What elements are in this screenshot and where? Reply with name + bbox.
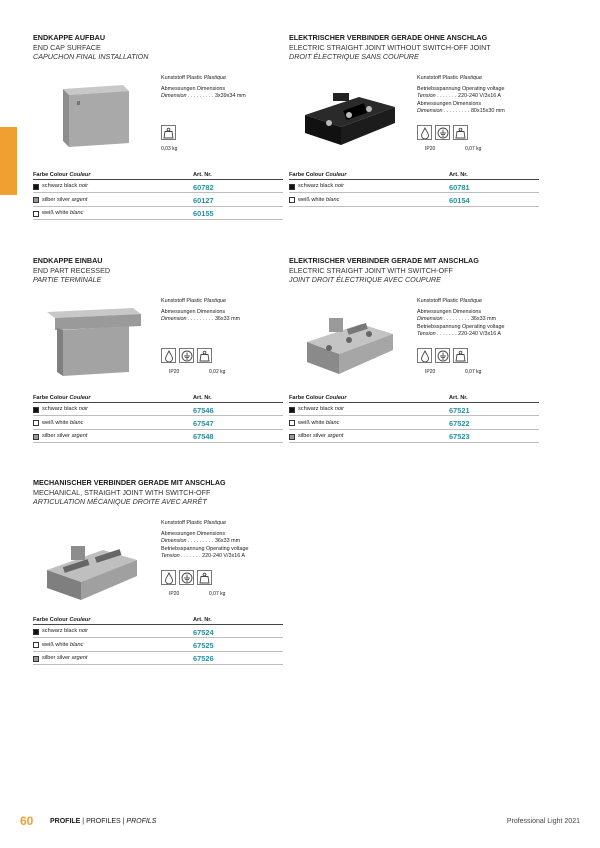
product-subtitle-en: END PART RECESSED (33, 265, 111, 275)
article-number: 67522 (449, 418, 470, 428)
article-number: 67521 (449, 405, 470, 415)
page-footer (20, 814, 580, 830)
product-title: ENDKAPPE EINBAU (33, 256, 103, 265)
product-block (33, 256, 283, 481)
table-row (33, 193, 283, 206)
color-swatch (33, 197, 39, 203)
voltage-value: 220-240 V/3x16 A (458, 93, 502, 100)
color-name (298, 197, 339, 203)
color-name-de: schwarz (42, 406, 63, 413)
color-name-en: silver (56, 432, 70, 439)
color-name-en: silver (56, 196, 70, 203)
dimension-label-line (161, 309, 285, 317)
color-name (42, 655, 87, 661)
voltage-value: 220-240 V/3x16 A (458, 331, 502, 338)
table-row (289, 180, 539, 193)
voltage-label-line (417, 324, 541, 332)
earth-icon (179, 570, 194, 585)
color-name-de: schwarz (298, 183, 319, 190)
color-header-en: Colour (305, 172, 324, 178)
product-subtitle-fr: PARTIE TERMINALE (33, 275, 102, 285)
ip-rating: IP20 (169, 369, 180, 375)
voltage-value-line: Tension . . . . . . . 220-240 V/3x16 A (417, 93, 502, 100)
color-swatch (33, 184, 39, 190)
product-subtitle-fr: JOINT DROIT ÉLECTRIQUE AVEC COUPURE (289, 275, 441, 285)
color-header-fr: Couleur (69, 172, 91, 178)
earth-icon (435, 348, 450, 363)
dimension-value-line: Dimension . . . . . . . . . 3x39x34 mm (161, 93, 246, 100)
color-header-de: Farbe (33, 395, 49, 401)
chapter-tab (0, 127, 17, 195)
table-row (33, 180, 283, 193)
color-name (298, 420, 339, 426)
dimension-value-line: Dimension . . . . . . . . . 36x33 mm (417, 316, 497, 323)
weight-icon (453, 348, 468, 363)
color-name-de: weiß (298, 419, 310, 426)
art-number-header: Art. Nr. (193, 172, 212, 178)
product-block (289, 33, 539, 258)
color-name-fr: noir (334, 406, 345, 413)
color-header (33, 172, 91, 178)
color-name (42, 628, 88, 634)
color-name (42, 642, 83, 648)
footer-section-en: PROFILES (86, 818, 121, 825)
color-name-en: white (55, 419, 69, 426)
dimension-label-de: Abmessungen (417, 308, 452, 315)
article-number: 67523 (449, 432, 470, 442)
color-name-en: black (64, 183, 78, 190)
ip-drop-icon (417, 125, 432, 140)
product-subtitle-fr: ARTICULATION MÉCANIQUE DROITE AVEC ARRÊT (33, 497, 207, 507)
straight-joint-grey-image (289, 298, 409, 382)
voltage-value-label: Tension (417, 331, 436, 338)
dimension-value: 36x33 mm (214, 316, 241, 323)
material-fr: Plastique (459, 298, 482, 304)
dimension-label-en: Dimensions (196, 85, 226, 92)
color-name (298, 433, 343, 439)
color-table (33, 616, 283, 665)
product-subtitle-fr: DROIT ÉLECTRIQUE SANS COUPURE (289, 52, 419, 62)
dimension-value-line: Dimension . . . . . . . . . 36x33 mm (161, 316, 241, 323)
color-table (33, 171, 283, 220)
article-number: 60782 (193, 182, 214, 192)
article-number: 67547 (193, 418, 214, 428)
dimension-label-en: Dimensions (452, 100, 482, 107)
color-name-fr: argent (71, 432, 88, 439)
voltage-label-en: Operating voltage (461, 323, 505, 330)
product-block (33, 478, 283, 703)
color-name-de: weiß (298, 196, 310, 203)
color-table-header (33, 394, 283, 403)
color-name (298, 183, 344, 189)
table-row (33, 638, 283, 651)
material-en: Plastic (186, 520, 203, 526)
color-swatch (33, 434, 39, 440)
dimension-label-en: Dimensions (452, 308, 482, 315)
earth-icon (435, 125, 450, 140)
table-row (33, 403, 283, 416)
article-number: 60781 (449, 182, 470, 192)
earth-icon (179, 348, 194, 363)
ip-drop-icon (161, 570, 176, 585)
material-line (161, 75, 285, 83)
product-title: MECHANISCHER VERBINDER GERADE MIT ANSCHLAG (33, 478, 226, 487)
color-name-fr: argent (71, 196, 88, 203)
color-name-fr: noir (78, 183, 89, 190)
weight-value: 0,07 kg (465, 146, 482, 152)
dimension-label-de: Abmessungen (161, 530, 196, 537)
article-number: 67526 (193, 654, 214, 664)
color-name-fr: argent (71, 654, 88, 661)
color-swatch (289, 420, 295, 426)
color-name-fr: blanc (326, 419, 340, 426)
voltage-label-line (417, 86, 541, 94)
table-row (33, 207, 283, 220)
weight-value: 0,02 kg (209, 369, 226, 375)
voltage-value-line: Tension . . . . . . . 220-240 V/3x16 A (161, 553, 246, 560)
color-table-header (33, 171, 283, 180)
color-header (33, 617, 91, 623)
color-name (42, 433, 87, 439)
dimension-value: 36x33 mm (214, 538, 241, 545)
color-header-de: Farbe (289, 172, 305, 178)
color-swatch (33, 629, 39, 635)
art-number-header: Art. Nr. (449, 172, 468, 178)
table-row (33, 416, 283, 429)
color-swatch (289, 197, 295, 203)
voltage-label-line (161, 546, 285, 554)
voltage-label-de: Betriebsspannung (161, 545, 205, 552)
ip-rating: IP20 (425, 146, 436, 152)
color-header-fr: Couleur (69, 617, 91, 623)
weight-icon (161, 125, 176, 140)
article-number: 67525 (193, 640, 214, 650)
material-fr: Plastique (459, 75, 482, 81)
color-header (289, 395, 347, 401)
color-name-fr: noir (78, 406, 89, 413)
material-en: Plastic (442, 298, 459, 304)
color-name-fr: argent (327, 432, 344, 439)
mechanical-joint-grey-image (33, 520, 153, 604)
footer-section-de: PROFILE (50, 818, 81, 825)
material-line (161, 520, 285, 528)
color-table-header (33, 616, 283, 625)
table-row (289, 430, 539, 443)
spec-block (417, 298, 541, 339)
material-en: Plastic (186, 75, 203, 81)
color-name-en: black (64, 406, 78, 413)
color-name-en: black (320, 406, 334, 413)
dimension-value-label: Dimension (161, 93, 187, 100)
dimension-value-line: Dimension . . . . . . . . . 36x33 mm (161, 538, 241, 545)
color-name-en: black (64, 628, 78, 635)
article-number: 67548 (193, 432, 214, 442)
material-fr: Plastique (203, 298, 226, 304)
material-de: Kunststoff (161, 520, 185, 526)
color-name-en: silver (56, 654, 70, 661)
dimension-label-de: Abmessungen (417, 100, 452, 107)
color-header-en: Colour (305, 395, 324, 401)
ip-rating: IP20 (169, 591, 180, 597)
material-line (161, 298, 285, 306)
voltage-value-label: Tension (161, 553, 180, 560)
ip-drop-icon (417, 348, 432, 363)
voltage-value-label: Tension (417, 93, 436, 100)
weight-icon (197, 348, 212, 363)
footer-section: PROFILE | PROFILES | PROFILS (50, 818, 157, 825)
color-header-en: Colour (49, 172, 68, 178)
voltage-label-de: Betriebsspannung (417, 85, 461, 92)
color-name-de: schwarz (42, 628, 63, 635)
footer-catalog: Professional Light 2021 (506, 818, 580, 825)
color-swatch (33, 420, 39, 426)
color-header (289, 172, 347, 178)
color-name-en: white (311, 419, 325, 426)
end-part-recessed-image (33, 298, 153, 382)
color-name-en: white (55, 641, 69, 648)
material-en: Plastic (186, 298, 203, 304)
product-subtitle-en: ELECTRIC STRAIGHT JOINT WITH SWITCH-OFF (289, 265, 453, 275)
color-name-fr: blanc (326, 196, 340, 203)
table-row (289, 193, 539, 206)
voltage-label-de: Betriebsspannung (417, 323, 461, 330)
color-name (298, 406, 344, 412)
dimension-label-line (161, 86, 285, 94)
weight-icon (197, 570, 212, 585)
dimension-value-label: Dimension (161, 538, 187, 545)
material-de: Kunststoff (417, 75, 441, 81)
product-subtitle-en: ELECTRIC STRAIGHT JOINT WITHOUT SWITCH-OFF JOINT (289, 42, 491, 52)
table-row (33, 652, 283, 665)
color-name-fr: blanc (70, 641, 84, 648)
spec-block (161, 298, 285, 324)
color-header-de: Farbe (33, 617, 49, 623)
voltage-label-en: Operating voltage (461, 85, 505, 92)
color-table-header (289, 394, 539, 403)
dimension-label-line (161, 531, 285, 539)
color-swatch (33, 642, 39, 648)
table-row (289, 416, 539, 429)
color-table (289, 171, 539, 207)
color-swatch (289, 434, 295, 440)
spec-block (417, 75, 541, 116)
color-header-fr: Couleur (69, 395, 91, 401)
art-number-header: Art. Nr. (193, 395, 212, 401)
color-name-de: weiß (42, 209, 54, 216)
material-fr: Plastique (203, 75, 226, 81)
color-name-fr: noir (78, 628, 89, 635)
material-fr: Plastique (203, 520, 226, 526)
material-line (417, 298, 541, 306)
table-row (289, 403, 539, 416)
weight-value: 0,03 kg (161, 146, 178, 152)
dimension-value: 36x33 mm (470, 316, 497, 323)
article-number: 60127 (193, 195, 214, 205)
dimension-value-line: Dimension . . . . . . . . . 80x15x30 mm (417, 108, 505, 115)
product-subtitle-fr: CAPUCHON FINAL INSTALLATION (33, 52, 149, 62)
product-block (289, 256, 539, 481)
color-name-fr: noir (334, 183, 345, 190)
art-number-header: Art. Nr. (449, 395, 468, 401)
article-number: 60155 (193, 209, 214, 219)
color-header-en: Colour (49, 617, 68, 623)
color-name-de: schwarz (298, 406, 319, 413)
color-name-en: silver (312, 432, 326, 439)
spec-block (161, 75, 285, 101)
product-subtitle-en: END CAP SURFACE (33, 42, 101, 52)
dimension-value: 80x15x30 mm (470, 108, 505, 115)
material-de: Kunststoff (161, 298, 185, 304)
color-name (42, 406, 88, 412)
dimension-value-label: Dimension (161, 316, 187, 323)
product-title: ENDKAPPE AUFBAU (33, 33, 106, 42)
table-row (33, 430, 283, 443)
color-name-de: silber (42, 654, 56, 661)
product-title: ELEKTRISCHER VERBINDER GERADE OHNE ANSCHLAG (289, 33, 488, 42)
page-number: 60 (20, 814, 34, 828)
ip-drop-icon (161, 348, 176, 363)
color-table (33, 394, 283, 443)
ip-rating: IP20 (425, 369, 436, 375)
voltage-value-line: Tension . . . . . . . 220-240 V/3x16 A (417, 331, 502, 338)
color-swatch (289, 184, 295, 190)
color-name-fr: blanc (70, 419, 84, 426)
dimension-value: 3x39x34 mm (214, 93, 246, 100)
color-name-en: white (55, 209, 69, 216)
material-de: Kunststoff (417, 298, 441, 304)
color-table-header (289, 171, 539, 180)
product-title: ELEKTRISCHER VERBINDER GERADE MIT ANSCHLAG (289, 256, 479, 265)
table-row (33, 625, 283, 638)
color-header-de: Farbe (33, 172, 49, 178)
color-name-de: silber (298, 432, 312, 439)
color-name (42, 420, 83, 426)
color-header-fr: Couleur (325, 172, 347, 178)
color-swatch (33, 656, 39, 662)
dimension-label-en: Dimensions (196, 308, 226, 315)
color-header (33, 395, 91, 401)
color-name (42, 197, 87, 203)
color-name-en: black (320, 183, 334, 190)
color-header-en: Colour (49, 395, 68, 401)
weight-icon (453, 125, 468, 140)
dimension-label-de: Abmessungen (161, 85, 196, 92)
color-table (289, 394, 539, 443)
weight-value: 0,07 kg (465, 369, 482, 375)
spec-block (161, 520, 285, 561)
dimension-label-line (417, 309, 541, 317)
color-name-de: silber (42, 196, 56, 203)
material-en: Plastic (442, 75, 459, 81)
material-de: Kunststoff (161, 75, 185, 81)
article-number: 67546 (193, 405, 214, 415)
weight-value: 0,07 kg (209, 591, 226, 597)
color-swatch (33, 407, 39, 413)
color-swatch (33, 211, 39, 217)
dimension-label-en: Dimensions (196, 530, 226, 537)
color-name-de: silber (42, 432, 56, 439)
footer-section-fr: PROFILS (126, 818, 157, 825)
material-line (417, 75, 541, 83)
art-number-header: Art. Nr. (193, 617, 212, 623)
color-name-de: weiß (42, 641, 54, 648)
color-name (42, 183, 88, 189)
article-number: 60154 (449, 195, 470, 205)
color-name-fr: blanc (70, 209, 84, 216)
product-block (33, 33, 283, 258)
voltage-label-en: Operating voltage (205, 545, 249, 552)
product-subtitle-en: MECHANICAL, STRAIGHT JOINT WITH SWITCH-OFF (33, 487, 211, 497)
straight-joint-black-image (289, 75, 409, 159)
end-cap-surface-image (33, 75, 153, 159)
dimension-value-label: Dimension (417, 108, 443, 115)
color-name (42, 210, 83, 216)
color-name-en: white (311, 196, 325, 203)
voltage-value: 220-240 V/3x16 A (202, 553, 246, 560)
color-name-de: weiß (42, 419, 54, 426)
dimension-label-line (417, 101, 541, 109)
color-header-fr: Couleur (325, 395, 347, 401)
color-swatch (289, 407, 295, 413)
color-name-de: schwarz (42, 183, 63, 190)
color-header-de: Farbe (289, 395, 305, 401)
dimension-label-de: Abmessungen (161, 308, 196, 315)
dimension-value-label: Dimension (417, 316, 443, 323)
article-number: 67524 (193, 627, 214, 637)
